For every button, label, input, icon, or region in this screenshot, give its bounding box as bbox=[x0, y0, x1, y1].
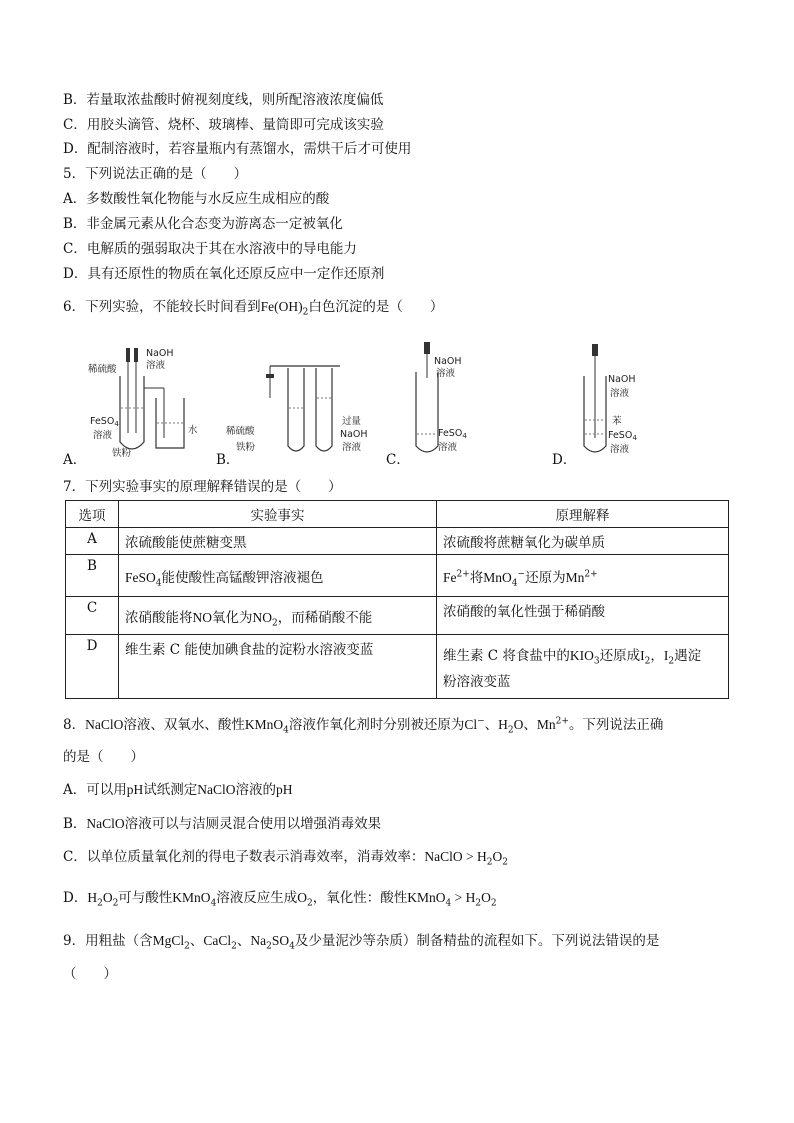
b-sol-label: 溶液 bbox=[342, 442, 362, 453]
table-row bbox=[66, 635, 729, 699]
q8c-formula: NaClO > H bbox=[424, 849, 487, 864]
q8c-sub1: 2 bbox=[486, 857, 493, 868]
q8-option-b bbox=[63, 815, 381, 833]
row-d-i2b-sub: 2 bbox=[668, 656, 675, 667]
q6-stem bbox=[63, 298, 443, 316]
row-b-fact-sub: 4 bbox=[155, 578, 162, 589]
row-d-reason bbox=[437, 635, 729, 699]
q7-table bbox=[65, 500, 729, 699]
q8-option-c bbox=[63, 848, 508, 866]
q8b-post: 溶液可以与洁厕灵混合使用以增强消毒效果 bbox=[124, 816, 382, 832]
q6-option-c-label: C． bbox=[386, 452, 410, 468]
q8d-sub3: 4 bbox=[210, 898, 217, 909]
row-d-r-a: 维生素 C 将食盐中的 bbox=[443, 648, 570, 664]
b-dilute-acid-label: 稀硫酸 bbox=[226, 426, 255, 437]
q4-option-b: B．若量取浓盐酸时俯视刻度线，则所配溶液浓度偏低 bbox=[63, 92, 384, 108]
a-feso4-label bbox=[90, 416, 119, 428]
q9-sep1: 、 bbox=[189, 933, 204, 949]
d-sol-label: 溶液 bbox=[610, 388, 630, 399]
q9-mgcl2: MgCl bbox=[152, 933, 185, 948]
q8-option-d bbox=[63, 889, 497, 907]
b-iron-label: 铁粉 bbox=[236, 442, 256, 453]
row-b-jiang: 将 bbox=[469, 569, 484, 586]
a-dropper-bulb-1 bbox=[126, 348, 130, 362]
q8d-k2: KMnO bbox=[407, 890, 446, 905]
a-dropper-bulb-2 bbox=[134, 348, 138, 362]
row-b-mno4: MnO bbox=[483, 569, 512, 585]
row-b-reduce: 还原为 bbox=[525, 569, 566, 586]
b-tube-left bbox=[288, 368, 304, 451]
q9-sub3: 2 bbox=[266, 941, 272, 952]
q8-kmno4-sub: 4 bbox=[283, 725, 289, 736]
q5-option-b: B．非金属元素从化合态变为游离态一定被氧化 bbox=[63, 216, 343, 232]
q8d-sub2: 2 bbox=[112, 898, 119, 909]
row-c-no: NO bbox=[192, 609, 212, 625]
table-row bbox=[66, 555, 729, 597]
header-fact: 实验事实 bbox=[119, 501, 437, 528]
q8a-pre: A．可以用 bbox=[63, 782, 127, 798]
row-b-fact-formula: FeSO bbox=[125, 569, 156, 585]
header-option: 选项 bbox=[66, 501, 119, 528]
row-d-kio3: KIO bbox=[569, 648, 594, 663]
q5-option-a: A．多数酸性氧化物能与水反应生成相应的酸 bbox=[63, 191, 330, 207]
c-feso4-text: FeSO bbox=[438, 428, 463, 439]
c-feso4-sub: 4 bbox=[462, 432, 467, 440]
q9-so: SO bbox=[271, 933, 290, 948]
q8-o: O bbox=[513, 717, 524, 732]
q8-num: 8． bbox=[63, 717, 86, 733]
q4-option-d: D．配制溶液时，若容量瓶内有蒸馏水，需烘干后才可使用 bbox=[63, 141, 412, 157]
q8-t3: 。下列说法正确 bbox=[568, 717, 664, 733]
q8-stem-line1 bbox=[63, 716, 663, 734]
q4-option-c: C．用胶头滴管、烧杯、玻璃棒、量筒即可完成该实验 bbox=[63, 117, 384, 133]
a-water-label: 水 bbox=[188, 425, 198, 436]
b-tube-right bbox=[316, 368, 332, 451]
q6-option-a-label: A． bbox=[63, 452, 87, 468]
q8d-sub6: 2 bbox=[475, 898, 482, 909]
row-b-mn-sup: 2+ bbox=[584, 569, 598, 579]
q8a-ph: pH bbox=[126, 782, 144, 797]
q6-stem-pre: 6．下列实验，不能较长时间看到 bbox=[63, 299, 261, 315]
row-d-r-g: 遇淀 bbox=[674, 648, 702, 664]
row-d-r-h: 粉溶液变蓝 bbox=[443, 674, 511, 690]
row-c-fact-a: 浓硝酸能将 bbox=[125, 609, 193, 626]
row-b-fact-text: 能使酸性高锰酸钾溶液褪色 bbox=[161, 569, 324, 586]
q8-h-sub: 2 bbox=[507, 725, 514, 736]
row-d-fact: 维生素 C 能使加碘食盐的淀粉水溶液变蓝 bbox=[119, 635, 437, 699]
d-sol2-label: 溶液 bbox=[610, 444, 630, 455]
q8-t1: 溶液、双氧水、酸性 bbox=[123, 717, 245, 733]
q6-option-d-label: D． bbox=[552, 452, 577, 468]
q8d-k: KMnO bbox=[172, 890, 211, 905]
row-d-option: D bbox=[66, 635, 119, 699]
row-d-r-c: 还原成 bbox=[599, 648, 641, 664]
q8-h: H bbox=[498, 717, 508, 732]
q8-stem-line2: 的是（ ） bbox=[63, 749, 144, 765]
d-feso4-label bbox=[608, 430, 637, 442]
d-dropper-bulb bbox=[592, 344, 598, 356]
q8c-pre: C．以单位质量氧化剂的得电子数表示消毒效率，消毒效率： bbox=[63, 849, 425, 865]
a-naoh-label: NaOH bbox=[146, 348, 174, 359]
row-c-fact-c: 氧化为 bbox=[212, 609, 253, 626]
q8d-pre: D． bbox=[63, 890, 88, 906]
q6-option-b-label: B． bbox=[216, 452, 240, 468]
d-naoh-label: NaOH bbox=[608, 374, 636, 385]
row-b-reason bbox=[437, 555, 729, 597]
d-benzene-label: 苯 bbox=[612, 416, 622, 427]
a-iron-label: 铁粉 bbox=[112, 448, 132, 459]
q8d-h: H bbox=[87, 890, 98, 905]
row-d-r-e: ， bbox=[650, 648, 664, 664]
q9-stem-line2: （ ） bbox=[63, 966, 117, 982]
table-header-row bbox=[66, 501, 729, 528]
q9-post: 及少量泥沙等杂质）制备精盐的流程如下。下列说法错误的是 bbox=[294, 933, 660, 949]
b-excess-label: 过量 bbox=[342, 416, 362, 427]
q8d-sub5: 4 bbox=[445, 898, 452, 909]
q5-option-d: D．具有还原性的物质在氧化还原反应中一定作还原剂 bbox=[63, 266, 385, 282]
q8-sep2: 、 bbox=[523, 717, 537, 733]
q8d-sub1: 2 bbox=[97, 898, 103, 909]
c-dropper-bulb bbox=[424, 342, 430, 354]
apparatus-a bbox=[88, 348, 198, 459]
c-feso4-label bbox=[438, 428, 467, 440]
row-b-mno4-sup: − bbox=[517, 569, 526, 579]
row-c-option: C bbox=[66, 597, 119, 635]
q8-naclo: NaClO bbox=[85, 717, 124, 732]
q8d-sub4: 2 bbox=[307, 898, 313, 909]
apparatus-d bbox=[584, 344, 637, 455]
q8d-mid: 可与酸性 bbox=[118, 890, 173, 906]
row-b-mn: Mn bbox=[565, 569, 585, 585]
q8-mn: Mn bbox=[536, 717, 556, 732]
row-c-fact bbox=[119, 597, 437, 635]
q9-sub2: 2 bbox=[231, 941, 237, 952]
q7-stem: 7．下列实验事实的原理解释错误的是（ ） bbox=[63, 479, 342, 495]
row-a-reason: 浓硫酸将蔗糖氧化为碳单质 bbox=[437, 528, 729, 555]
q9-pre: 9．用粗盐（含 bbox=[63, 933, 153, 949]
q8d-o2: O bbox=[297, 890, 308, 905]
q8-kmno4: KMnO bbox=[244, 717, 284, 732]
q8d-o3: O bbox=[481, 890, 491, 905]
d-feso4-sub: 4 bbox=[632, 434, 637, 442]
q8-cl-sup: − bbox=[477, 716, 485, 727]
row-b-fe-sup: 2+ bbox=[456, 569, 470, 579]
a-feso4-sol-label: 溶液 bbox=[93, 430, 113, 441]
q9-na: Na bbox=[250, 933, 267, 948]
b-naoh-label: NaOH bbox=[340, 429, 368, 440]
row-b-mno4-sub: 4 bbox=[511, 578, 518, 589]
b-stopcock bbox=[266, 374, 274, 378]
q8-mn-sup: 2+ bbox=[555, 716, 569, 727]
q5-option-c: C．电解质的强弱取决于其在水溶液中的导电能力 bbox=[63, 241, 357, 257]
q8-sep1: 、 bbox=[484, 717, 499, 733]
q8-t2: 溶液作氧化剂时分别被还原为 bbox=[288, 717, 465, 733]
q9-sub4: 4 bbox=[289, 941, 295, 952]
q8d-mid3: ，氧化性：酸性 bbox=[312, 890, 408, 906]
c-sol-label: 溶液 bbox=[436, 368, 456, 379]
q8a-mid: 试纸测定 bbox=[143, 782, 198, 798]
row-d-i2-sub: 2 bbox=[644, 656, 651, 667]
c-test-tube bbox=[416, 372, 438, 452]
q9-sub1: 2 bbox=[184, 941, 190, 952]
q8-cl: Cl bbox=[464, 717, 478, 732]
q5-stem: 5．下列说法正确的是（ ） bbox=[63, 166, 248, 182]
row-c-no2-sub: 2 bbox=[272, 618, 278, 629]
apparatus-c bbox=[416, 342, 467, 453]
row-c-fact-e: ，而稀硝酸不能 bbox=[277, 609, 373, 626]
row-a-fact: 浓硫酸能使蔗糖变黑 bbox=[119, 528, 437, 555]
a-test-tube bbox=[120, 376, 144, 449]
row-c-reason: 浓硝酸的氧化性强于稀硝酸 bbox=[437, 597, 729, 635]
q8d-mid2: 溶液反应生成 bbox=[216, 890, 298, 906]
q6-formula: Fe(OH) bbox=[260, 299, 303, 314]
q6-formula-sub: 2 bbox=[302, 307, 309, 318]
c-naoh-label: NaOH bbox=[434, 356, 462, 367]
row-c-no2: NO bbox=[252, 609, 272, 625]
a-naoh-sol-label: 溶液 bbox=[146, 360, 166, 371]
a-feso4-sub: 4 bbox=[114, 420, 119, 428]
q8a-post: 溶液的 bbox=[235, 782, 276, 798]
q8d-sub7: 2 bbox=[490, 898, 497, 909]
q8b-pre: B． bbox=[63, 816, 87, 832]
q8a-naclo: NaClO bbox=[197, 782, 236, 797]
q8c-sub2: 2 bbox=[502, 857, 508, 868]
row-a-option: A bbox=[66, 528, 119, 555]
row-b-option: B bbox=[66, 555, 119, 597]
table-row bbox=[66, 597, 729, 635]
q6-stem-post: 白色沉淀的是（ ） bbox=[308, 299, 444, 315]
row-d-kio3-sub: 3 bbox=[593, 656, 600, 667]
a-feso4-text: FeSO bbox=[90, 416, 115, 427]
row-b-fact bbox=[119, 555, 437, 597]
row-b-fe: Fe bbox=[443, 569, 457, 585]
q8b-naclo: NaClO bbox=[86, 816, 125, 831]
c-sol2-label: 溶液 bbox=[438, 442, 458, 453]
a-dilute-acid-label: 稀硫酸 bbox=[88, 364, 117, 375]
row-d-i2: I bbox=[640, 648, 645, 663]
header-reason: 原理解释 bbox=[437, 501, 729, 528]
apparatus-b bbox=[226, 366, 368, 453]
d-feso4-text: FeSO bbox=[608, 430, 633, 441]
q8d-o: O bbox=[102, 890, 113, 905]
q9-stem-line1 bbox=[63, 932, 659, 950]
q8d-gt: > H bbox=[451, 890, 476, 905]
q9-cacl2: CaCl bbox=[203, 933, 232, 948]
q9-sep2: 、 bbox=[236, 933, 251, 949]
q8a-ph2: pH bbox=[276, 782, 293, 797]
q8-option-a bbox=[63, 781, 293, 799]
row-d-i2b: I bbox=[663, 648, 669, 663]
q8c-o: O bbox=[492, 849, 503, 864]
table-row bbox=[66, 528, 729, 555]
